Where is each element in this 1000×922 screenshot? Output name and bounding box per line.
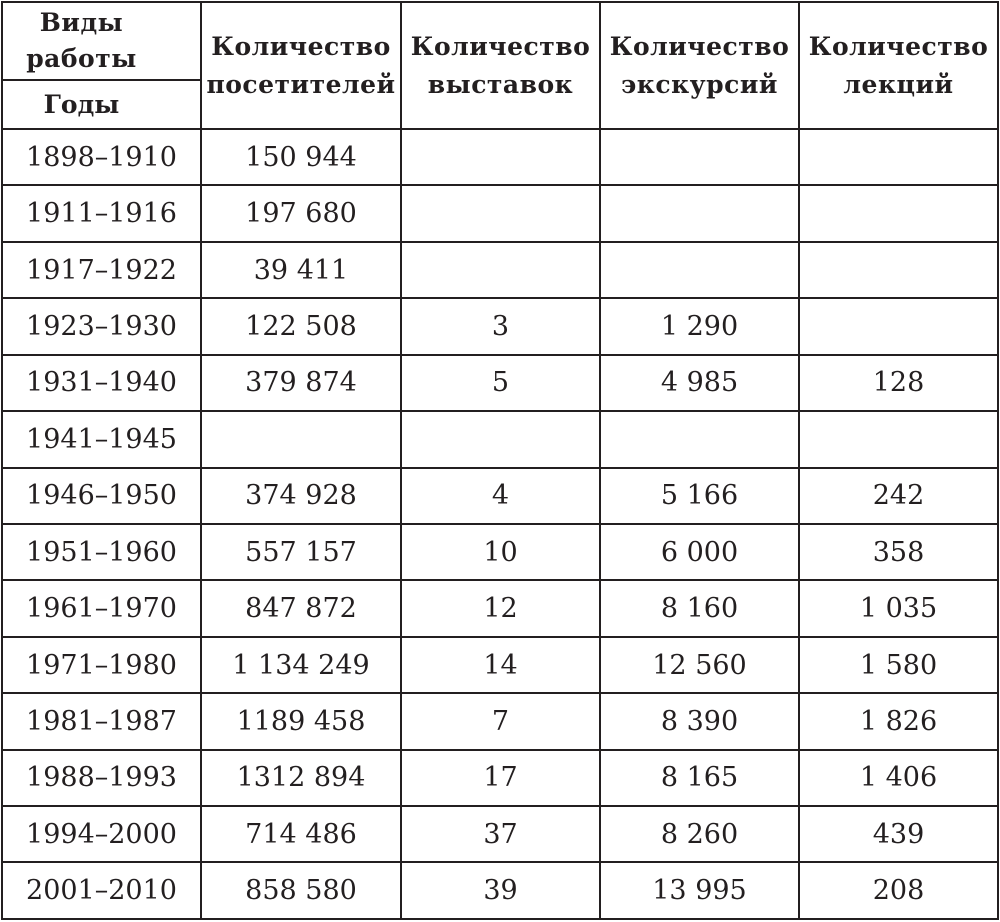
- excursions-cell: 5 166: [600, 468, 799, 524]
- table-row: [2, 355, 998, 411]
- header-row: [2, 2, 998, 129]
- exhibitions-cell: 3: [401, 298, 600, 354]
- exhibitions-cell: [401, 242, 600, 298]
- exhibitions-header: [401, 2, 600, 129]
- excursions-header-line1: Количество: [609, 31, 790, 61]
- excursions-cell: 8 390: [600, 693, 799, 749]
- lectures-header-line1: Количество: [808, 31, 989, 61]
- lectures-cell: [799, 411, 998, 467]
- visitors-cell: [201, 411, 401, 467]
- visitors-cell: 714 486: [201, 806, 401, 862]
- exhibitions-cell: 4: [401, 468, 600, 524]
- exhibitions-cell: [401, 129, 600, 185]
- lectures-header-line2: лекций: [843, 69, 954, 99]
- lectures-header: [799, 2, 998, 129]
- visitors-cell: 1 134 249: [201, 637, 401, 693]
- visitors-cell: 374 928: [201, 468, 401, 524]
- table-row: [2, 411, 998, 467]
- lectures-cell: 242: [799, 468, 998, 524]
- table-row: [2, 242, 998, 298]
- lectures-cell: [799, 185, 998, 241]
- statistics-table: [1, 1, 999, 920]
- lectures-cell: 439: [799, 806, 998, 862]
- lectures-cell: 358: [799, 524, 998, 580]
- corner-header: [2, 2, 201, 129]
- years-cell: 1981–1987: [2, 693, 201, 749]
- visitors-header-line1: Количество: [211, 31, 391, 61]
- years-cell: 1994–2000: [2, 806, 201, 862]
- visitors-cell: 1189 458: [201, 693, 401, 749]
- visitors-header: [201, 2, 401, 129]
- excursions-cell: 8 160: [600, 580, 799, 636]
- table-row: [2, 862, 998, 919]
- table-row: [2, 637, 998, 693]
- work-types-label: [3, 3, 200, 81]
- table-row: [2, 750, 998, 806]
- table-row: [2, 693, 998, 749]
- table-row: [2, 806, 998, 862]
- years-cell: 1988–1993: [2, 750, 201, 806]
- exhibitions-cell: 39: [401, 862, 600, 919]
- visitors-cell: 847 872: [201, 580, 401, 636]
- exhibitions-cell: 14: [401, 637, 600, 693]
- visitors-cell: 557 157: [201, 524, 401, 580]
- visitors-cell: 150 944: [201, 129, 401, 185]
- table-row: [2, 580, 998, 636]
- years-cell: 1961–1970: [2, 580, 201, 636]
- table-row: [2, 129, 998, 185]
- exhibitions-cell: 5: [401, 355, 600, 411]
- visitors-cell: 197 680: [201, 185, 401, 241]
- lectures-cell: 208: [799, 862, 998, 919]
- table-row: [2, 185, 998, 241]
- exhibitions-cell: [401, 185, 600, 241]
- lectures-cell: 1 406: [799, 750, 998, 806]
- visitors-cell: 858 580: [201, 862, 401, 919]
- exhibitions-cell: 7: [401, 693, 600, 749]
- years-cell: 2001–2010: [2, 862, 201, 919]
- excursions-cell: 4 985: [600, 355, 799, 411]
- lectures-cell: 1 826: [799, 693, 998, 749]
- lectures-cell: 128: [799, 355, 998, 411]
- exhibitions-cell: [401, 411, 600, 467]
- excursions-cell: 8 260: [600, 806, 799, 862]
- lectures-cell: 1 035: [799, 580, 998, 636]
- excursions-cell: [600, 242, 799, 298]
- excursions-cell: [600, 411, 799, 467]
- years-cell: 1931–1940: [2, 355, 201, 411]
- work-types-label-line2: работы: [26, 44, 137, 73]
- exhibitions-header-line1: Количество: [410, 31, 591, 61]
- excursions-header-line2: экскурсий: [621, 69, 778, 99]
- excursions-cell: 13 995: [600, 862, 799, 919]
- excursions-cell: 6 000: [600, 524, 799, 580]
- lectures-cell: [799, 129, 998, 185]
- visitors-cell: 379 874: [201, 355, 401, 411]
- visitors-cell: 122 508: [201, 298, 401, 354]
- years-cell: 1946–1950: [2, 468, 201, 524]
- years-cell: 1923–1930: [2, 298, 201, 354]
- lectures-cell: [799, 242, 998, 298]
- table-row: [2, 468, 998, 524]
- lectures-cell: [799, 298, 998, 354]
- lectures-cell: 1 580: [799, 637, 998, 693]
- table-row: [2, 298, 998, 354]
- excursions-cell: [600, 185, 799, 241]
- exhibitions-header-line2: выставок: [427, 69, 574, 99]
- excursions-cell: 1 290: [600, 298, 799, 354]
- visitors-cell: 1312 894: [201, 750, 401, 806]
- years-cell: 1917–1922: [2, 242, 201, 298]
- table-row: [2, 524, 998, 580]
- visitors-header-line2: посетителей: [206, 69, 396, 99]
- years-label: Годы: [43, 90, 120, 119]
- exhibitions-cell: 10: [401, 524, 600, 580]
- years-cell: 1941–1945: [2, 411, 201, 467]
- exhibitions-cell: 37: [401, 806, 600, 862]
- visitors-cell: 39 411: [201, 242, 401, 298]
- years-cell: 1898–1910: [2, 129, 201, 185]
- excursions-header: [600, 2, 799, 129]
- exhibitions-cell: 12: [401, 580, 600, 636]
- years-cell: 1971–1980: [2, 637, 201, 693]
- excursions-cell: [600, 129, 799, 185]
- exhibitions-cell: 17: [401, 750, 600, 806]
- excursions-cell: 12 560: [600, 637, 799, 693]
- work-types-label-line1: Виды: [39, 8, 124, 37]
- excursions-cell: 8 165: [600, 750, 799, 806]
- years-cell: 1911–1916: [2, 185, 201, 241]
- years-cell: 1951–1960: [2, 524, 201, 580]
